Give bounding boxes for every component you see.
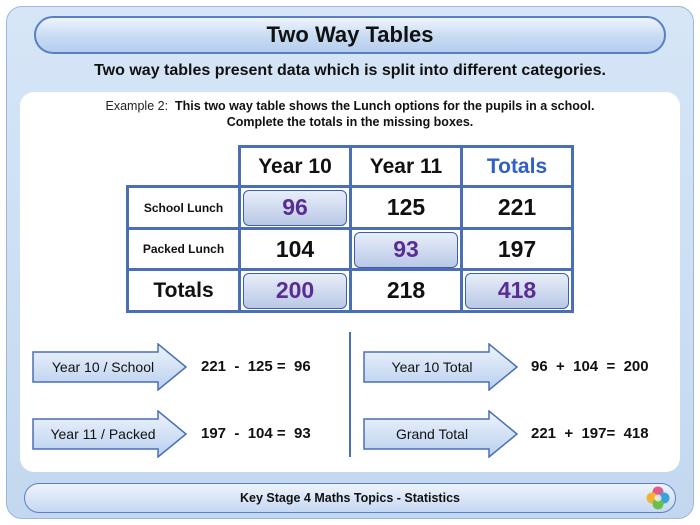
col-header-year10: Year 10 — [258, 154, 332, 178]
page-title: Two Way Tables — [266, 22, 434, 47]
cell-packed-total: 197 — [497, 235, 537, 262]
cell-packed-year11: 93 — [393, 235, 419, 262]
example-label: Example 2: — [105, 99, 169, 113]
two-way-table — [126, 145, 574, 313]
cell-school-year11: 125 — [386, 194, 426, 220]
calc-grand-total: 221 + 197= 418 — [531, 425, 649, 442]
arrow-label: Year 10 / School — [51, 359, 155, 375]
example-line-2: Complete the totals in the missing boxes. — [226, 115, 474, 129]
divider — [349, 332, 351, 457]
cell-total-year11: 218 — [386, 277, 426, 303]
cell-school-total: 221 — [497, 194, 537, 220]
arrow-year11-packed — [32, 410, 188, 458]
col-header-totals: Totals — [486, 154, 548, 178]
footer-bar — [24, 483, 676, 513]
cell-packed-year10: 104 — [275, 235, 315, 262]
title-bar — [34, 16, 666, 54]
row-label-packed-lunch: Packed Lunch — [142, 242, 225, 256]
subtitle: Two way tables present data which is split into different categories. — [94, 62, 606, 79]
arrow-year10-school — [32, 343, 188, 391]
row-label-school-lunch: School Lunch — [143, 200, 224, 215]
calc-year10-total: 96 + 104 = 200 — [531, 358, 649, 375]
cell-grand-total: 418 — [497, 277, 537, 303]
example-line-1: This two way table shows the Lunch options for the pupils in a school. — [175, 99, 595, 113]
example-text — [0, 98, 700, 130]
arrow-label: Grand Total — [395, 426, 469, 442]
row-label-totals: Totals — [153, 278, 214, 302]
arrow-label: Year 11 / Packed — [50, 426, 156, 442]
calc-year11-packed: 197 - 104 = 93 — [201, 425, 311, 442]
cell-school-year10: 96 — [282, 194, 308, 220]
logo-icon — [645, 485, 671, 511]
arrow-year10-total — [363, 343, 519, 391]
cell-total-year10: 200 — [275, 277, 315, 303]
footer-text: Key Stage 4 Maths Topics - Statistics — [240, 491, 460, 505]
arrow-grand-total — [363, 410, 519, 458]
col-header-year11: Year 11 — [369, 154, 443, 178]
calc-year10-school: 221 - 125 = 96 — [201, 358, 311, 375]
arrow-label: Year 10 Total — [391, 359, 473, 375]
